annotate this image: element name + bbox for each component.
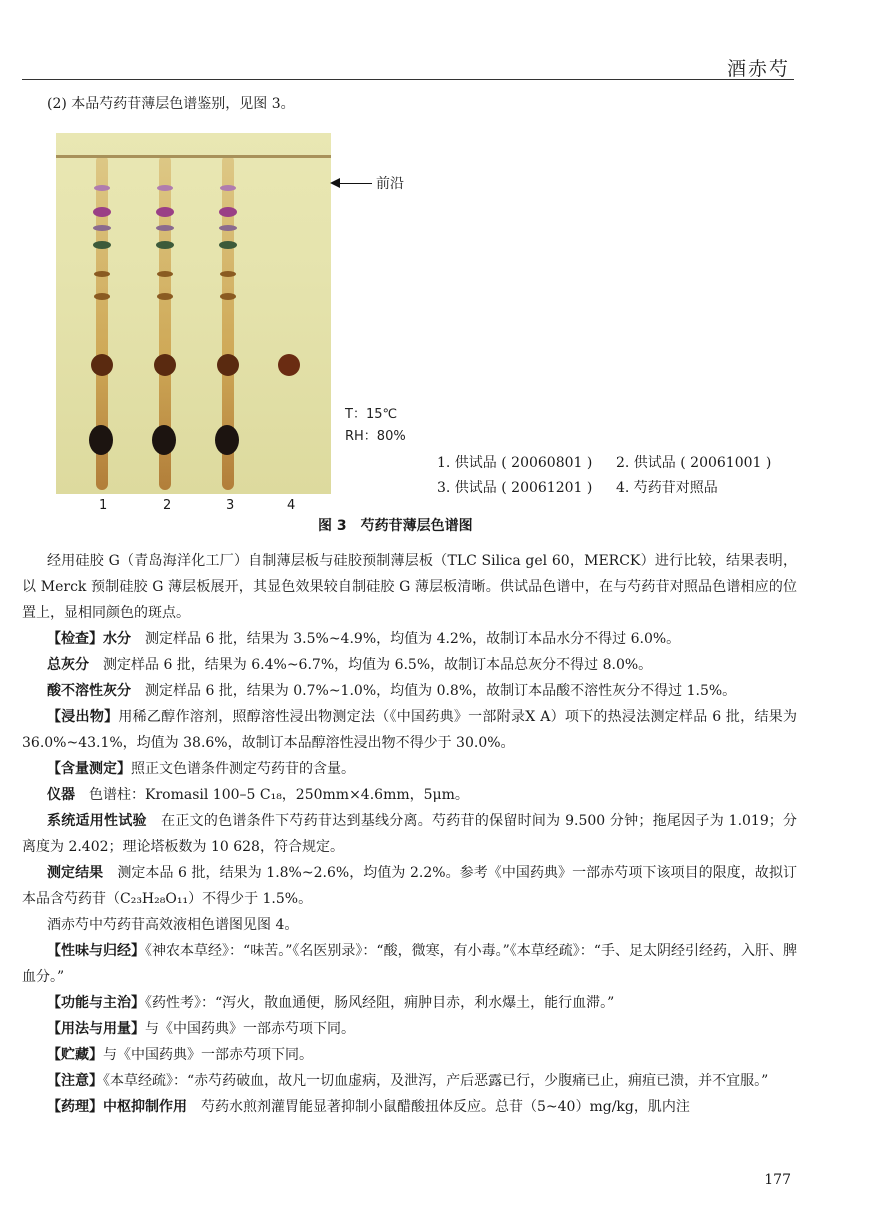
- extract-label: 【浸出物】: [47, 709, 119, 725]
- pharmacology-label: 【药理】中枢抑制作用: [47, 1099, 187, 1115]
- tlc-reference-spot: [278, 354, 300, 376]
- intro-line: (2) 本品芍药苷薄层色谱鉴别，见图 3。: [47, 96, 295, 112]
- note-text: 《本草经疏》：“赤芍药破血，故凡一切血虚病，及泄泻，产后恶露已行，少腹痛已止，痈疽已溃，并不宜服。”: [103, 1073, 769, 1089]
- tlc-spot: [219, 225, 237, 231]
- tlc-spot: [217, 354, 239, 376]
- suitability-text: 在正文的色谱条件下芍药苷达到基线分离。芍药苷的保留时间为 9.500 分钟；拖尾因子为 1.019；分离度为 2.402；理论塔板数为 10 628，符合规定。: [22, 813, 798, 855]
- tlc-spot: [215, 425, 239, 455]
- paragraph-result: [22, 860, 797, 912]
- tlc-spot: [89, 425, 113, 455]
- paragraph-method: 经用硅胶 G（青岛海洋化工厂）自制薄层板与硅胶预制薄层板（TLC Silica gel 60，MERCK）进行比较，结果表明，以 Merck 预制硅胶 G 薄层板展开，其显色效果较自制硅胶 G 薄层板清晰。供试品色谱中，在与芍药苷对照品色谱相应的位置上，显相同颜色的斑点。: [22, 553, 797, 621]
- paragraph-total-ash: [22, 652, 797, 678]
- tlc-spot: [220, 271, 236, 277]
- tlc-spot: [219, 207, 237, 217]
- paragraph-instrument: [22, 782, 797, 808]
- tlc-spot: [157, 185, 173, 191]
- taste-label: 【性味与归经】: [47, 943, 146, 959]
- tlc-spot: [93, 207, 111, 217]
- tlc-spot: [157, 271, 173, 277]
- check-text: 测定样品 6 批，结果为 3.5%~4.9%，均值为 4.2%，故制订本品水分不得过 6.0%。: [145, 631, 681, 647]
- pharmacology-text: 芍药水煎剂灌胃能显著抑制小鼠醋酸扭体反应。总苷（5~40）mg/kg，肌内注: [201, 1099, 690, 1115]
- legend-item-3: 3. 供试品 ( 20061201 ): [437, 480, 593, 496]
- paragraph-acid-ash: [22, 678, 797, 704]
- humidity-label: RH：80%: [345, 429, 406, 444]
- temperature-label: T：15℃: [345, 407, 398, 422]
- paragraph-taste: [22, 938, 797, 990]
- lane-number-2: 2: [163, 498, 172, 513]
- ash-label: 总灰分: [47, 657, 89, 673]
- taste-text: 《神农本草经》：“味苦。”《名医别录》：“酸，微寒，有小毒。”《本草经疏》：“手、足太阴经引经药，入肝、脾血分。”: [22, 943, 797, 985]
- solvent-front-line: [56, 155, 331, 158]
- paragraph-suitability: [22, 808, 797, 860]
- tlc-spot: [156, 241, 174, 249]
- paragraph-pharmacology: [22, 1094, 797, 1120]
- storage-text: 与《中国药典》一部赤芍项下同。: [103, 1047, 313, 1063]
- legend-item-1: 1. 供试品 ( 20060801 ): [437, 455, 593, 471]
- tlc-spot: [220, 185, 236, 191]
- tlc-spot: [93, 241, 111, 249]
- tlc-spot: [152, 425, 176, 455]
- header-rule: [22, 79, 794, 80]
- paragraph-function: [22, 990, 797, 1016]
- paragraph-hplc: 酒赤芍中芍药苷高效液相色谱图见图 4。: [47, 917, 299, 933]
- tlc-spot: [94, 185, 110, 191]
- tlc-spot: [93, 225, 111, 231]
- running-header: 酒赤芍: [726, 58, 790, 80]
- page-number: 177: [764, 1172, 791, 1188]
- extract-text: 用稀乙醇作溶剂，照醇溶性浸出物测定法（《中国药典》一部附录Ⅹ A）项下的热浸法测定样品 6 批，结果为 36.0%~43.1%，均值为 38.6%，故制订本品醇溶性浸出物不得少于 30.0%。: [22, 709, 797, 751]
- tlc-spot: [91, 354, 113, 376]
- note-label: 【注意】: [47, 1073, 103, 1089]
- storage-label: 【贮藏】: [47, 1047, 103, 1063]
- tlc-spot: [154, 354, 176, 376]
- paragraph-assay: [22, 756, 797, 782]
- instrument-text: 色谱柱：Kromasil 100–5 C₁₈，250mm×4.6mm，5μm。: [89, 787, 469, 803]
- lane-number-4: 4: [287, 498, 296, 513]
- tlc-spot: [219, 241, 237, 249]
- acid-label: 酸不溶性灰分: [47, 683, 131, 699]
- result-label: 测定结果: [47, 865, 104, 881]
- paragraph-note: [22, 1068, 797, 1094]
- legend-item-2: 2. 供试品 ( 20061001 ): [616, 455, 772, 471]
- tlc-spot: [94, 293, 110, 300]
- lane-number-3: 3: [226, 498, 235, 513]
- front-label: 前沿: [376, 176, 404, 192]
- suitability-label: 系统适用性试验: [47, 813, 147, 829]
- function-label: 【功能与主治】: [47, 995, 145, 1011]
- paragraph-moisture: [22, 626, 797, 652]
- paragraph-extract: [22, 704, 797, 756]
- front-arrow-line: [338, 183, 372, 184]
- paragraph-usage: [22, 1016, 797, 1042]
- figure-caption: 图 3 芍药苷薄层色谱图: [318, 518, 473, 534]
- check-label: 【检查】水分: [47, 631, 131, 647]
- ash-text: 测定样品 6 批，结果为 6.4%~6.7%，均值为 6.5%，故制订本品总灰分不得过 8.0%。: [103, 657, 653, 673]
- tlc-spot: [156, 207, 174, 217]
- usage-label: 【用法与用量】: [47, 1021, 145, 1037]
- tlc-spot: [220, 293, 236, 300]
- tlc-plate-photo: [56, 133, 331, 494]
- tlc-spot: [157, 293, 173, 300]
- function-text: 《药性考》：“泻火，散血通便，肠风经阻，痈肿目赤，利水爆土，能行血滞。”: [145, 995, 615, 1011]
- assay-text: 照正文色谱条件测定芍药苷的含量。: [131, 761, 355, 777]
- front-arrow-icon: [330, 178, 340, 188]
- legend-item-4: 4. 芍药苷对照品: [616, 480, 718, 496]
- tlc-spot: [156, 225, 174, 231]
- assay-label: 【含量测定】: [47, 761, 131, 777]
- usage-text: 与《中国药典》一部赤芍项下同。: [145, 1021, 355, 1037]
- lane-number-1: 1: [99, 498, 108, 513]
- paragraph-storage: [22, 1042, 797, 1068]
- tlc-spot: [94, 271, 110, 277]
- instrument-label: 仪器: [47, 787, 75, 803]
- body-text: [22, 548, 797, 1120]
- result-text: 测定本品 6 批，结果为 1.8%~2.6%，均值为 2.2%。参考《中国药典》一部赤芍项下该项目的限度，故拟订本品含芍药苷（C₂₃H₂₈O₁₁）不得少于 1.5%。: [22, 865, 798, 907]
- acid-text: 测定样品 6 批，结果为 0.7%~1.0%，均值为 0.8%，故制订本品酸不溶性灰分不得过 1.5%。: [145, 683, 737, 699]
